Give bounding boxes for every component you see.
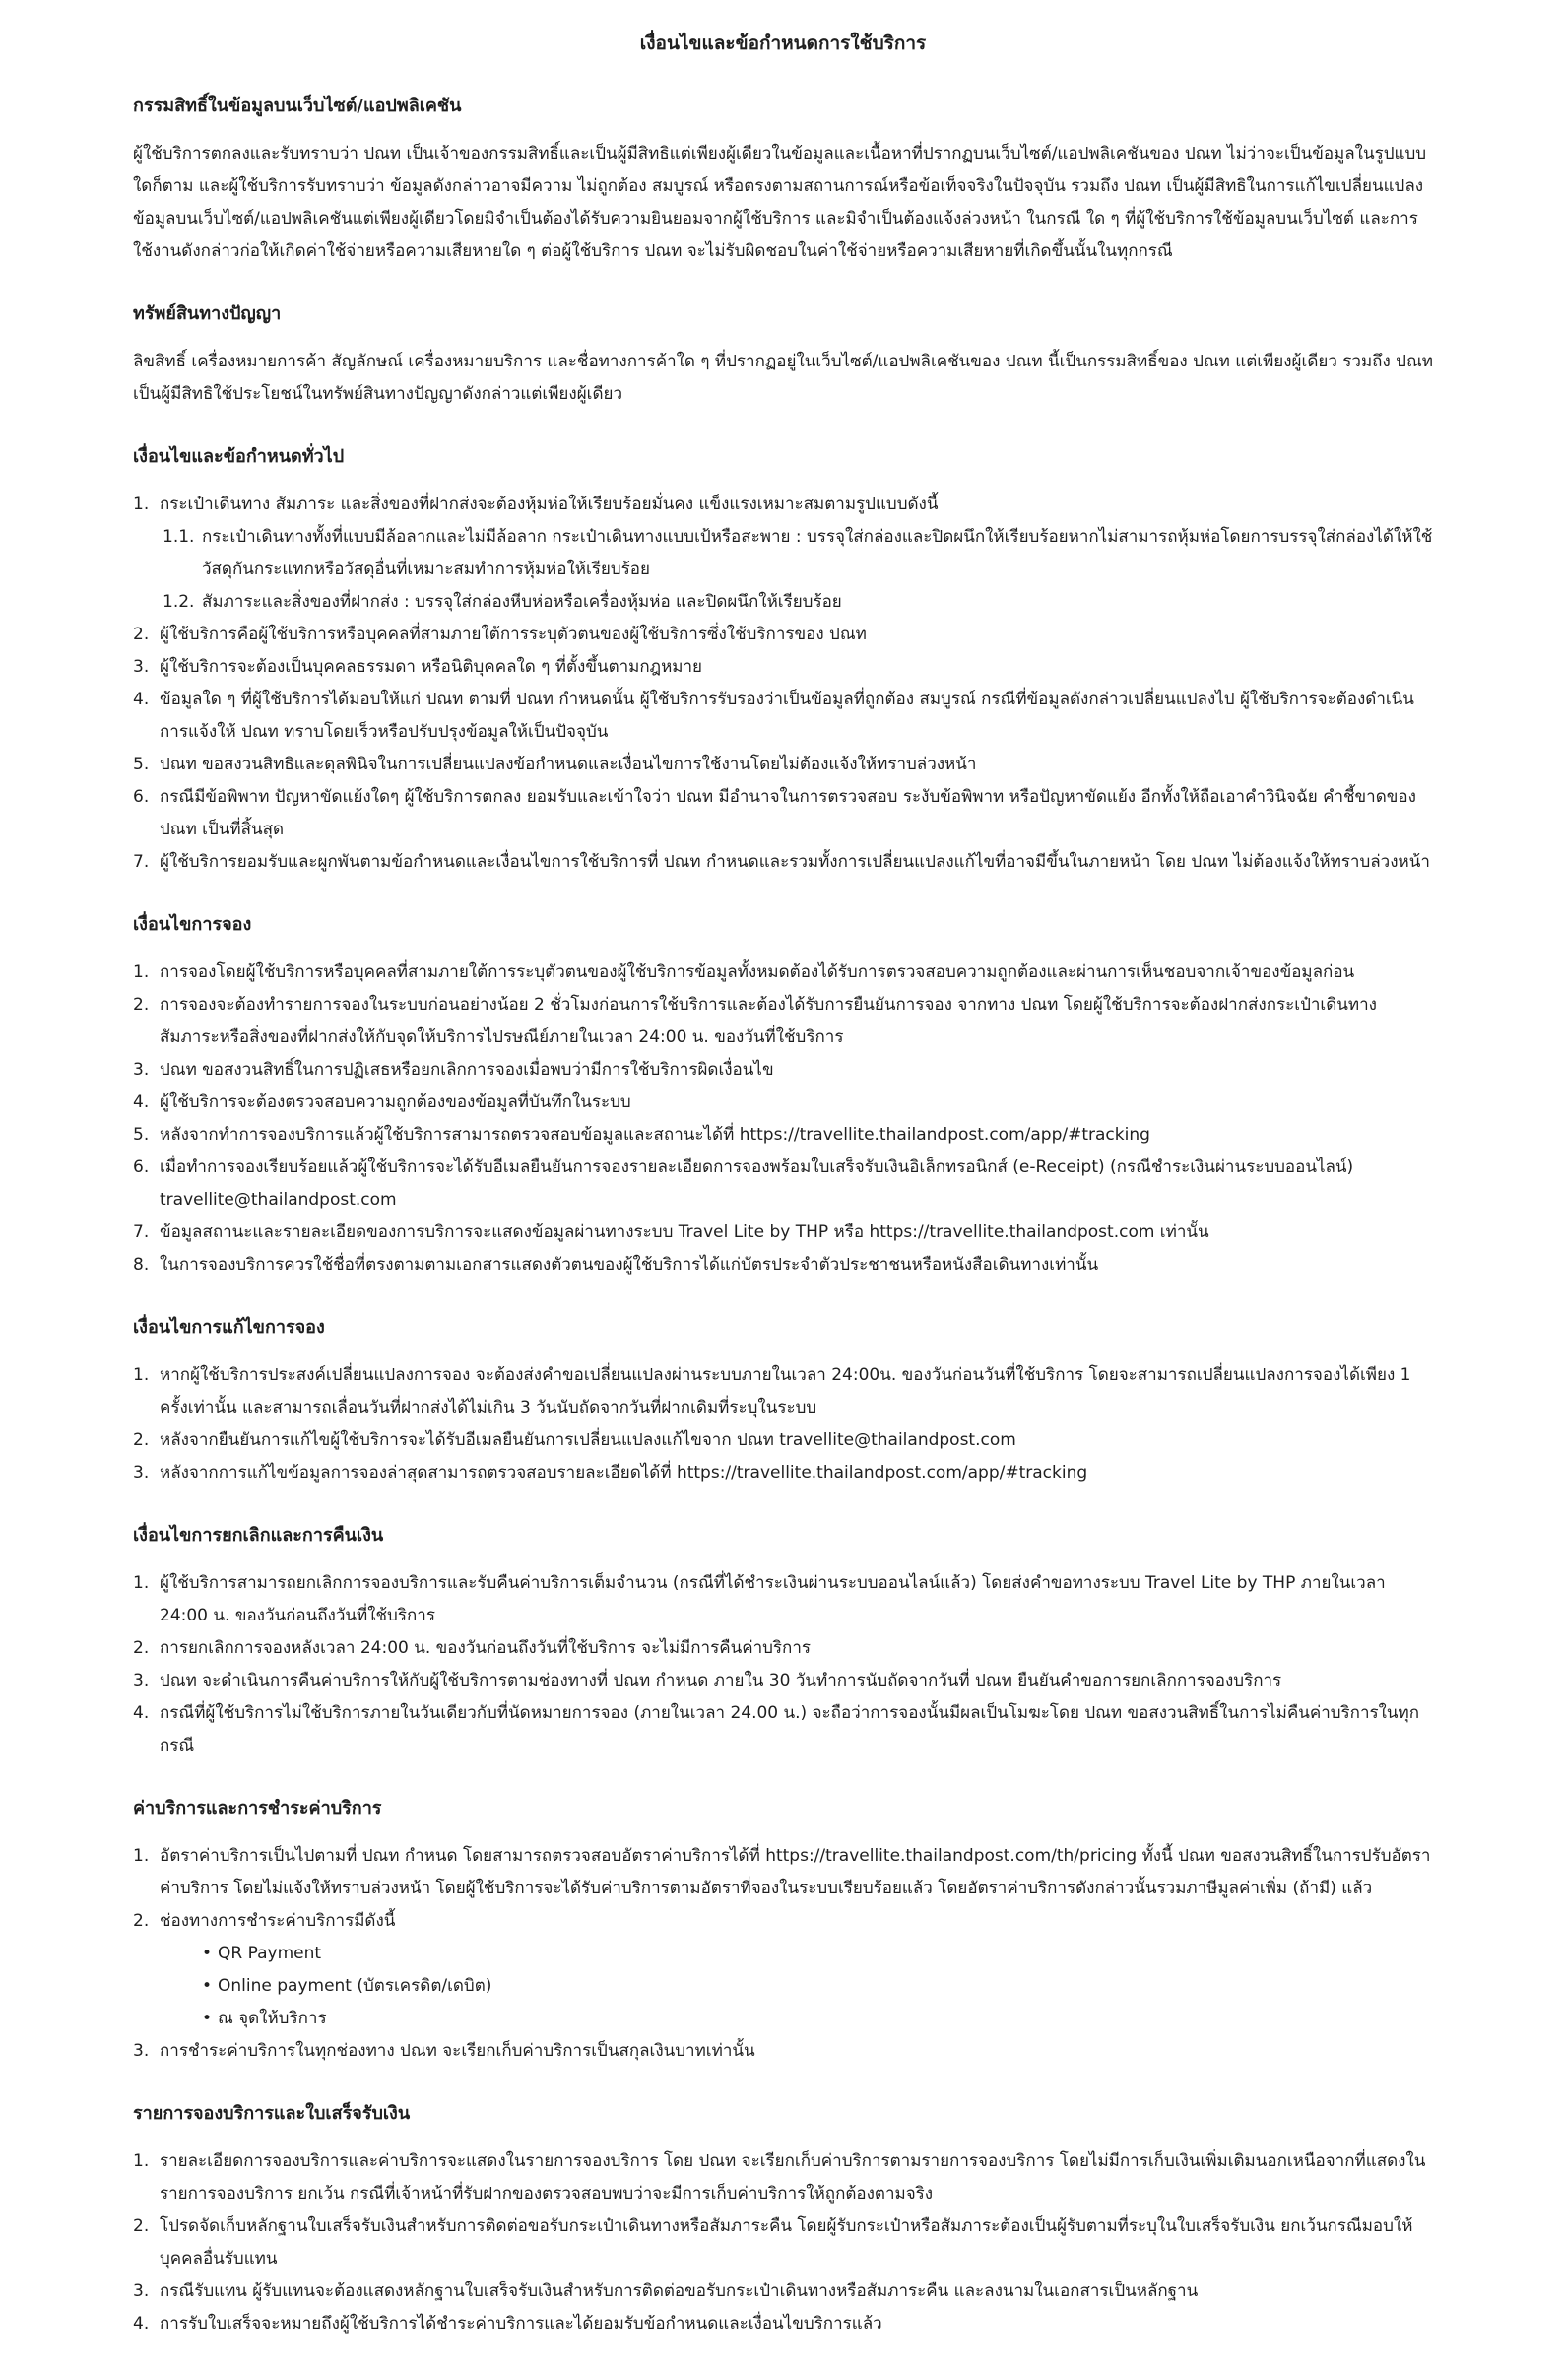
list-item-text: ข้อมูลสถานะและรายละเอียดของการบริการจะแสดงข้อมูลผ่านทางระบบ Travel Lite by THP หรือ https://travellite.thailandpost.com เท่านั้น [160, 1223, 1209, 1242]
list-item-text: กรณีรับแทน ผู้รับแทนจะต้องแสดงหลักฐานใบเสร็จรับเงินสำหรับการติดต่อขอรับกระเป๋าเดินทางหรือสัมภาระคืน และลงนามในเอกสารเป็นหลักฐาน [160, 2281, 1199, 2301]
list-item-number: 1. [133, 962, 150, 982]
list-item-number: 1. [133, 1365, 150, 1385]
list-item [133, 2146, 1433, 2211]
list-item-text: ปณท ขอสงวนสิทธิและดุลพินิจในการเปลี่ยนแปลงข้อกำหนดและเงื่อนไขการใช้งานโดยไม่ต้องแจ้งให้ทราบล่วงหน้า [160, 755, 977, 774]
list-item-text: ผู้ใช้บริการจะต้องเป็นบุคคลธรรมดา หรือนิติบุคคลใด ๆ ที่ตั้งขึ้นตามกฎหมาย [160, 657, 702, 677]
list-item [133, 651, 1433, 684]
list-item [133, 1632, 1433, 1665]
section-booking-receipt [133, 2097, 1433, 2341]
list-item-number: 1. [133, 2151, 150, 2171]
section-data-ownership [133, 90, 1433, 268]
list-item [133, 2035, 1433, 2068]
section-heading: รายการจองบริการและใบเสร็จรับเงิน [133, 2103, 411, 2124]
sub-list-item [163, 521, 1433, 586]
list-item-number: 1. [133, 495, 150, 514]
list-item-number: 2. [133, 2216, 150, 2236]
list-item [133, 1087, 1433, 1119]
list-item-number: 2. [133, 1430, 150, 1450]
list-item-text: ผู้ใช้บริการสามารถยกเลิกการจองบริการและรับคืนค่าบริการเต็มจำนวน (กรณีที่ได้ชำระเงินผ่านระบบออนไลน์แล้ว) โดยส่งคำขอทางระบบ Travel Lite by THP ภายในเวลา 24:00 น. ของวันก่อนถึงวันที่ใช้บริการ [160, 1573, 1386, 1625]
list-item [133, 1665, 1433, 1697]
bullet-icon: • [202, 1944, 213, 1963]
list-item [133, 846, 1433, 879]
list-item [133, 1217, 1433, 1249]
payment-option-text: QR Payment [218, 1944, 322, 1963]
section-heading: เงื่อนไขการแก้ไขการจอง [133, 1317, 325, 1338]
list-item-text: กรณีที่ผู้ใช้บริการไม่ใช้บริการภายในวันเดียวกับที่นัดหมายการจอง (ภายในเวลา 24.00 น.) จะถือว่าการจองนั้นมีผลเป็นโมฆะโดย ปณท ขอสงวนสิทธิ์ในการไม่คืนค่าบริการในทุกกรณี [160, 1703, 1420, 1755]
section-heading: กรรมสิทธิ์ในข้อมูลบนเว็บไซต์/แอปพลิเคชัน [133, 96, 462, 116]
list-item [133, 1054, 1433, 1087]
section-fees-payment [133, 1792, 1433, 2068]
list-item-text: ผู้ใช้บริการยอมรับและผูกพันตามข้อกำหนดและเงื่อนไขการใช้บริการที่ ปณท กำหนดและรวมทั้งการเปลี่ยนแปลงแก้ไขที่อาจมีขึ้นในภายหน้า โดย ปณท ไม่ต้องแจ้งให้ทราบล่วงหน้า [160, 852, 1430, 872]
list-item-number: 2. [133, 1911, 150, 1931]
list-item-number: 7. [133, 852, 150, 872]
payment-option-item [202, 2003, 1433, 2035]
section-paragraph: ลิขสิทธิ์ เครื่องหมายการค้า สัญลักษณ์ เครื่องหมายบริการ และชื่อทางการค้าใด ๆ ที่ปรากฏอยู่ในเว็บไซต์/แอปพลิเคชันของ ปณท นี้เป็นกรรมสิทธิ์ของ ปณท แต่เพียงผู้เดียว รวมถึง ปณท เป็นผู้มีสิทธิใช้ประโยชน์ในทรัพย์สินทางปัญญาดังกล่าวแต่เพียงผู้เดียว [133, 352, 1433, 404]
list-item-text: กรณีมีข้อพิพาท ปัญหาขัดแย้งใดๆ ผู้ใช้บริการตกลง ยอมรับและเข้าใจว่า ปณท มีอำนาจในการตรวจสอบ ระงับข้อพิพาท หรือปัญหาขัดแย้ง อีกทั้งให้ถือเอาคำวินิจฉัย คำชี้ขาดของ ปณท เป็นที่สิ้นสุด [160, 787, 1416, 839]
list-item [133, 684, 1433, 749]
list-item [133, 1567, 1433, 1632]
list-item-text: ช่องทางการชำระค่าบริการมีดังนี้ [160, 1911, 396, 1931]
section-paragraph: ผู้ใช้บริการตกลงและรับทราบว่า ปณท เป็นเจ้าของกรรมสิทธิ์และเป็นผู้มีสิทธิแต่เพียงผู้เดียวในข้อมูลและเนื้อหาที่ปรากฏบนเว็บไซต์/แอปพลิเคชันของ ปณท ไม่ว่าจะเป็นข้อมูลในรูปแบบใดก็ตาม และผู้ใช้บริการรับทราบว่า ข้อมูลดังกล่าวอาจมีความ ไม่ถูกต้อง สมบูรณ์ หรือตรงตามสถานการณ์หรือข้อเท็จจริงในปัจจุบัน รวมถึง ปณท เป็นผู้มีสิทธิในการแก้ไขเปลี่ยนแปลงข้อมูลบนเว็บไซต์/แอปพลิเคชันแต่เพียงผู้เดียวโดยมิจำเป็นต้องได้รับความยินยอมจากผู้ใช้บริการ และมิจำเป็นต้องแจ้งล่วงหน้า ในกรณี ใด ๆ ที่ผู้ใช้บริการใช้ข้อมูลบนเว็บไซต์ และการใช้งานดังกล่าวก่อให้เกิดค่าใช้จ่ายหรือความเสียหายใด ๆ ต่อผู้ใช้บริการ ปณท จะไม่รับผิดชอบในค่าใช้จ่ายหรือความเสียหายที่เกิดขึ้นนั้นในทุกกรณี [133, 144, 1427, 261]
section-intellectual-property [133, 298, 1433, 411]
list-item-text: กระเป๋าเดินทาง สัมภาระ และสิ่งของที่ฝากส่งจะต้องหุ้มห่อให้เรียบร้อยมั่นคง แข็งแรงเหมาะสมตามรูปแบบดังนี้ [160, 495, 939, 514]
list-item-number: 7. [133, 1223, 150, 1242]
list-item [133, 1359, 1433, 1424]
list-item-number: 3. [133, 2041, 150, 2061]
list-item [133, 1697, 1433, 1762]
list-item-text: หลังจากการแก้ไขข้อมูลการจองล่าสุดสามารถตรวจสอบรายละเอียดได้ที่ https://travellite.thailandpost.com/app/#tracking [160, 1463, 1088, 1483]
section-heading: ทรัพย์สินทางปัญญา [133, 303, 282, 324]
list-item [133, 2308, 1433, 2341]
list-item-text: หลังจากทำการจองบริการแล้วผู้ใช้บริการสามารถตรวจสอบข้อมูลและสถานะได้ที่ https://travellite.thailandpost.com/app/#tracking [160, 1125, 1150, 1145]
list-item-number: 2. [133, 1638, 150, 1658]
list-item-number: 2. [133, 625, 150, 644]
list-item-number: 4. [133, 690, 150, 709]
list-item [133, 781, 1433, 846]
list-item-number: 4. [133, 2314, 150, 2334]
list-item [133, 2211, 1433, 2276]
list-item-text: ข้อมูลใด ๆ ที่ผู้ใช้บริการได้มอบให้แก่ ปณท ตามที่ ปณท กำหนดนั้น ผู้ใช้บริการรับรองว่าเป็นข้อมูลที่ถูกต้อง สมบูรณ์ กรณีที่ข้อมูลดังกล่าวเปลี่ยนแปลงไป ผู้ใช้บริการจะต้องดำเนินการแจ้งให้ ปณท ทราบโดยเร็วหรือปรับปรุงข้อมูลให้เป็นปัจจุบัน [160, 690, 1414, 742]
section-heading: ค่าบริการและการชำระค่าบริการ [133, 1798, 382, 1818]
list-item [133, 1905, 1433, 1938]
list-item [133, 1457, 1433, 1489]
list-item-text: รายละเอียดการจองบริการและค่าบริการจะแสดงในรายการจองบริการ โดย ปณท จะเรียกเก็บค่าบริการตามรายการจองบริการ โดยไม่มีการเก็บเงินเพิ่มเติมนอกเหนือจากที่แสดงในรายการจองบริการ ยกเว้น กรณีที่เจ้าหน้าที่รับฝากของตรวจสอบพบว่าจะมีการเก็บค่าบริการให้ถูกต้องตามจริง [160, 2151, 1426, 2204]
list-item [133, 2276, 1433, 2308]
payment-option-item [202, 1938, 1433, 1970]
list-item [133, 957, 1433, 989]
list-item-number: 5. [133, 1125, 150, 1145]
list-item-text: การชำระค่าบริการในทุกช่องทาง ปณท จะเรียกเก็บค่าบริการเป็นสกุลเงินบาทเท่านั้น [160, 2041, 755, 2061]
payment-option-text: Online payment (บัตรเครดิต/เดบิต) [218, 1976, 492, 1996]
list-item-text: อัตราค่าบริการเป็นไปตามที่ ปณท กำหนด โดยสามารถตรวจสอบอัตราค่าบริการได้ที่ https://travellite.thailandpost.com/th/pricing ทั้งนี้ ปณท ขอสงวนสิทธิ์ในการปรับอัตราค่าบริการ โดยไม่แจ้งให้ทราบล่วงหน้า โดยผู้ใช้บริการจะได้รับค่าบริการตามอัตราที่จองในระบบเรียบร้อยแล้ว โดยอัตราค่าบริการดังกล่าวนั้นรวมภาษีมูลค่าเพิ่ม (ถ้ามี) แล้ว [160, 1846, 1431, 1898]
list-item-number: 4. [133, 1703, 150, 1723]
list-item-number: 3. [133, 2281, 150, 2301]
section-heading: เงื่อนไขและข้อกำหนดทั่วไป [133, 446, 345, 467]
list-item-text: โปรดจัดเก็บหลักฐานใบเสร็จรับเงินสำหรับการติดต่อขอรับกระเป๋าเดินทางหรือสัมภาระคืน โดยผู้รับกระเป๋าหรือสัมภาระต้องเป็นผู้รับตามที่ระบุในใบเสร็จรับเงิน ยกเว้นกรณีมอบให้บุคคลอื่นรับแทน [160, 2216, 1413, 2269]
section-booking-amendment [133, 1311, 1433, 1489]
list-item-number: 1. [133, 1846, 150, 1866]
list-item-text: หลังจากยืนยันการแก้ไขผู้ใช้บริการจะได้รับอีเมลยืนยันการเปลี่ยนแปลงแก้ไขจาก ปณท travellite@thailandpost.com [160, 1430, 1016, 1450]
bullet-icon: • [202, 2009, 213, 2028]
list-item [133, 989, 1433, 1054]
list-item-text: การยกเลิกการจองหลังเวลา 24:00 น. ของวันก่อนถึงวันที่ใช้บริการ จะไม่มีการคืนค่าบริการ [160, 1638, 812, 1658]
list-item-text: การจองจะต้องทำรายการจองในระบบก่อนอย่างน้อย 2 ชั่วโมงก่อนการใช้บริการและต้องได้รับการยืนยันการจอง จากทาง ปณท โดยผู้ใช้บริการจะต้องฝากส่งกระเป๋าเดินทางสัมภาระหรือสิ่งของที่ฝากส่งให้กับจุดให้บริการไปรษณีย์ภายในเวลา 24:00 น. ของวันที่ใช้บริการ [160, 995, 1377, 1047]
list-item-number: 5. [133, 755, 150, 774]
section-booking-conditions [133, 908, 1433, 1282]
list-item-number: 3. [133, 1671, 150, 1690]
list-item-number: 3. [133, 1463, 150, 1483]
document-title: เงื่อนไขและข้อกำหนดการใช้บริการ [639, 33, 927, 54]
list-item [133, 749, 1433, 781]
list-item-text: หากผู้ใช้บริการประสงค์เปลี่ยนแปลงการจอง จะต้องส่งคำขอเปลี่ยนแปลงผ่านระบบภายในเวลา 24:00น. ของวันก่อนวันที่ใช้บริการ โดยจะสามารถเปลี่ยนแปลงการจองได้เพียง 1 ครั้งเท่านั้น และสามารถเลื่อนวันที่ฝากส่งได้ไม่เกิน 3 วันนับถัดจากวันที่ฝากเดิมที่ระบุในระบบ [160, 1365, 1411, 1418]
list-item-text: ปณท ขอสงวนสิทธิ์ในการปฏิเสธหรือยกเลิกการจองเมื่อพบว่ามีการใช้บริการผิดเงื่อนไข [160, 1060, 774, 1080]
list-item-text: ผู้ใช้บริการจะต้องตรวจสอบความถูกต้องของข้อมูลที่บันทึกในระบบ [160, 1092, 631, 1112]
section-heading: เงื่อนไขการจอง [133, 914, 252, 935]
list-item-number: 4. [133, 1092, 150, 1112]
list-item-number: 1. [133, 1573, 150, 1593]
list-item-text: เมื่อทำการจองเรียบร้อยแล้วผู้ใช้บริการจะได้รับอีเมลยืนยันการจองรายละเอียดการจองพร้อมใบเสร็จรับเงินอิเล็กทรอนิกส์ (e-Receipt) (กรณีชำระเงินผ่านระบบออนไลน์) travellite@thailandpost.com [160, 1157, 1354, 1210]
list-item-number: 6. [133, 787, 150, 807]
list-item-text: ปณท จะดำเนินการคืนค่าบริการให้กับผู้ใช้บริการตามช่องทางที่ ปณท กำหนด ภายใน 30 วันทำการนับถัดจากวันที่ ปณท ยืนยันคำขอการยกเลิกการจองบริการ [160, 1671, 1282, 1690]
list-item-number: 3. [133, 657, 150, 677]
payment-option-item [202, 1970, 1433, 2003]
list-item [133, 1249, 1433, 1282]
list-item-text: สัมภาระและสิ่งของที่ฝากส่ง : บรรจุใส่กล่องหีบห่อหรือเครื่องหุ้มห่อ และปิดผนึกให้เรียบร้อย [202, 592, 842, 612]
section-heading: เงื่อนไขการยกเลิกและการคืนเงิน [133, 1525, 384, 1546]
list-item [133, 489, 1433, 521]
list-item [133, 1840, 1433, 1905]
payment-option-text: ณ จุดให้บริการ [218, 2009, 327, 2028]
list-item-text: ผู้ใช้บริการคือผู้ใช้บริการหรือบุคคลที่สามภายใต้การระบุตัวตนของผู้ใช้บริการซึ่งใช้บริการของ ปณท [160, 625, 867, 644]
section-cancellation-refund [133, 1519, 1433, 1762]
list-item-number: 1.2. [163, 592, 195, 612]
list-item-number: 6. [133, 1157, 150, 1177]
list-item [133, 1152, 1433, 1217]
list-item-number: 1.1. [163, 527, 195, 547]
section-general-terms [133, 440, 1433, 879]
list-item-text: การรับใบเสร็จจะหมายถึงผู้ใช้บริการได้ชำระค่าบริการและได้ยอมรับข้อกำหนดและเงื่อนไขบริการแล้ว [160, 2314, 882, 2334]
sub-list-item [163, 586, 1433, 619]
list-item-text: กระเป๋าเดินทางทั้งที่แบบมีล้อลากและไม่มีล้อลาก กระเป๋าเดินทางแบบเป้หรือสะพาย : บรรจุใส่กล่องและปิดผนึกให้เรียบร้อยหากไม่สามารถหุ้มห่อโดยการบรรจุใส่กล่องได้ให้ใช้วัสดุกันกระแทกหรือวัสดุอื่นที่เหมาะสมทำการหุ้มห่อให้เรียบร้อย [202, 527, 1433, 579]
list-item [133, 1119, 1433, 1152]
list-item-number: 8. [133, 1255, 150, 1275]
list-item [133, 1424, 1433, 1457]
list-item-text: ในการจองบริการควรใช้ชื่อที่ตรงตามตามเอกสารแสดงตัวตนของผู้ใช้บริการได้แก่บัตรประจำตัวประชาชนหรือหนังสือเดินทางเท่านั้น [160, 1255, 1099, 1275]
bullet-icon: • [202, 1976, 213, 1996]
list-item-number: 2. [133, 995, 150, 1015]
list-item [133, 619, 1433, 651]
list-item-number: 3. [133, 1060, 150, 1080]
list-item-text: การจองโดยผู้ใช้บริการหรือบุคคลที่สามภายใต้การระบุตัวตนของผู้ใช้บริการข้อมูลทั้งหมดต้องได้รับการตรวจสอบความถูกต้องและผ่านการเห็นชอบจากเจ้าของข้อมูลก่อน [160, 962, 1355, 982]
